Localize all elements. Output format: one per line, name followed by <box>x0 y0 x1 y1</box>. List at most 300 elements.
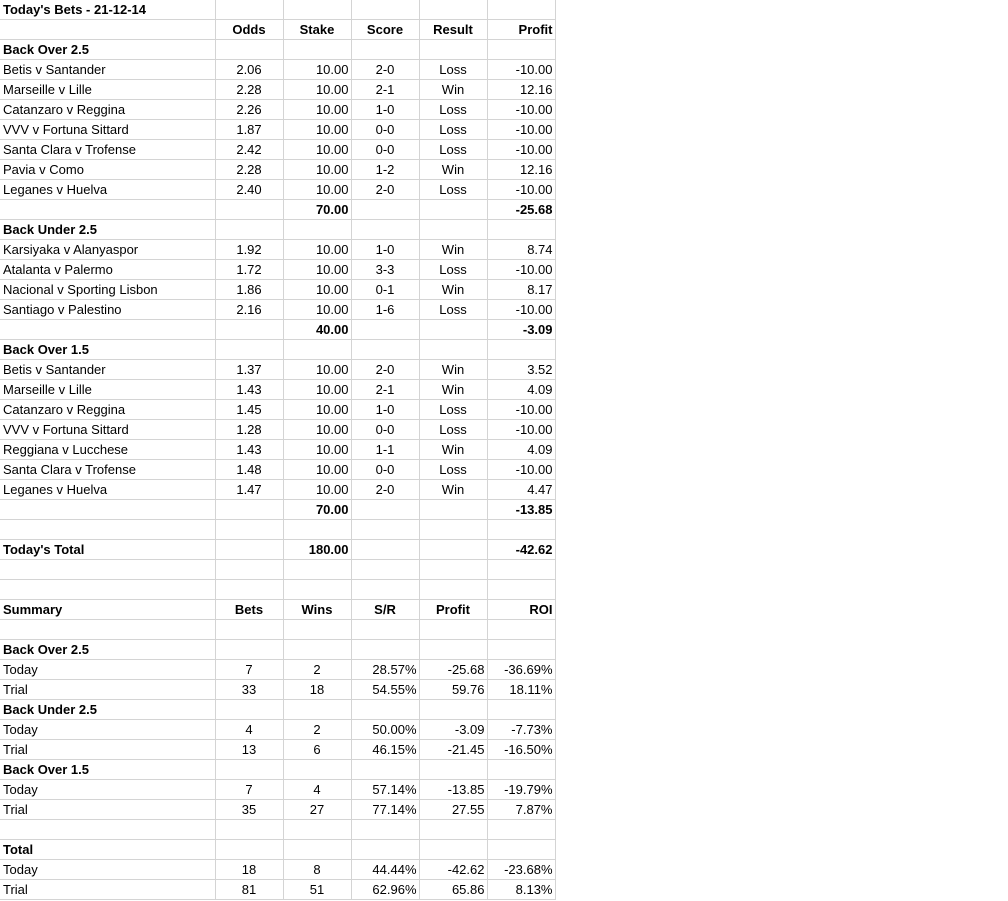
empty-cell[interactable] <box>487 0 555 20</box>
summary-strike-rate[interactable]: 62.96% <box>351 880 419 900</box>
score-cell[interactable]: 0-0 <box>351 140 419 160</box>
summary-bets[interactable]: 7 <box>215 780 283 800</box>
summary-group-row <box>0 700 555 720</box>
summary-header-profit[interactable]: Profit <box>419 600 487 620</box>
summary-wins[interactable]: 51 <box>283 880 351 900</box>
empty-cell[interactable] <box>215 200 283 220</box>
section-heading[interactable]: Back Under 2.5 <box>0 220 215 240</box>
match-name[interactable]: Nacional v Sporting Lisbon <box>0 280 215 300</box>
summary-row <box>0 720 555 740</box>
summary-bets[interactable]: 4 <box>215 720 283 740</box>
result-cell[interactable]: Loss <box>419 120 487 140</box>
empty-cell[interactable] <box>419 540 487 560</box>
empty-cell[interactable] <box>419 620 487 640</box>
header-score[interactable]: Score <box>351 20 419 40</box>
match-name[interactable]: Pavia v Como <box>0 160 215 180</box>
stake-cell[interactable]: 10.00 <box>283 480 351 500</box>
match-name[interactable]: Betis v Santander <box>0 360 215 380</box>
profit-cell[interactable]: -10.00 <box>487 140 555 160</box>
summary-profit[interactable]: -13.85 <box>419 780 487 800</box>
empty-cell[interactable] <box>215 840 283 860</box>
summary-bets[interactable]: 18 <box>215 860 283 880</box>
profit-cell[interactable]: -10.00 <box>487 180 555 200</box>
section-total-profit[interactable]: -3.09 <box>487 320 555 340</box>
match-name[interactable]: Karsiyaka v Alanyaspor <box>0 240 215 260</box>
profit-cell[interactable]: 8.74 <box>487 240 555 260</box>
score-cell[interactable]: 1-6 <box>351 300 419 320</box>
empty-cell[interactable] <box>351 40 419 60</box>
header-stake[interactable]: Stake <box>283 20 351 40</box>
empty-cell[interactable] <box>0 200 215 220</box>
section-total-stake[interactable]: 40.00 <box>283 320 351 340</box>
summary-roi[interactable]: -23.68% <box>487 860 555 880</box>
empty-cell[interactable] <box>351 820 419 840</box>
result-cell[interactable]: Loss <box>419 400 487 420</box>
empty-cell[interactable] <box>419 640 487 660</box>
match-name[interactable]: Marseille v Lille <box>0 80 215 100</box>
empty-cell[interactable] <box>419 500 487 520</box>
summary-header-strike-rate[interactable]: S/R <box>351 600 419 620</box>
profit-cell[interactable]: 12.16 <box>487 80 555 100</box>
stake-cell[interactable]: 10.00 <box>283 280 351 300</box>
empty-cell[interactable] <box>487 620 555 640</box>
odds-cell[interactable]: 1.87 <box>215 120 283 140</box>
summary-strike-rate[interactable]: 77.14% <box>351 800 419 820</box>
profit-cell[interactable]: 4.09 <box>487 440 555 460</box>
result-cell[interactable]: Win <box>419 480 487 500</box>
summary-wins[interactable]: 2 <box>283 660 351 680</box>
empty-cell[interactable] <box>351 320 419 340</box>
result-cell[interactable]: Win <box>419 80 487 100</box>
empty-cell[interactable] <box>215 560 283 580</box>
summary-row <box>0 860 555 880</box>
section-heading[interactable]: Back Over 2.5 <box>0 40 215 60</box>
odds-cell[interactable]: 1.86 <box>215 280 283 300</box>
profit-cell[interactable]: -10.00 <box>487 460 555 480</box>
blank-row <box>0 580 555 600</box>
empty-cell[interactable] <box>351 520 419 540</box>
profit-cell[interactable]: 8.17 <box>487 280 555 300</box>
summary-header-bets[interactable]: Bets <box>215 600 283 620</box>
result-cell[interactable]: Win <box>419 440 487 460</box>
match-name[interactable]: Marseille v Lille <box>0 380 215 400</box>
empty-cell[interactable] <box>0 520 215 540</box>
empty-cell[interactable] <box>0 20 215 40</box>
empty-cell[interactable] <box>283 580 351 600</box>
summary-bets[interactable]: 81 <box>215 880 283 900</box>
empty-cell[interactable] <box>487 40 555 60</box>
summary-profit[interactable]: 59.76 <box>419 680 487 700</box>
empty-cell[interactable] <box>419 340 487 360</box>
grand-total-stake[interactable]: 180.00 <box>283 540 351 560</box>
bet-row <box>0 400 555 420</box>
summary-profit[interactable]: -42.62 <box>419 860 487 880</box>
empty-cell[interactable] <box>351 840 419 860</box>
summary-period[interactable]: Today <box>0 660 215 680</box>
summary-row <box>0 880 555 900</box>
summary-profit[interactable]: 65.86 <box>419 880 487 900</box>
empty-cell[interactable] <box>351 220 419 240</box>
empty-cell[interactable] <box>215 620 283 640</box>
empty-cell[interactable] <box>419 200 487 220</box>
header-result[interactable]: Result <box>419 20 487 40</box>
summary-wins[interactable]: 27 <box>283 800 351 820</box>
empty-cell[interactable] <box>0 320 215 340</box>
match-name[interactable]: Reggiana v Lucchese <box>0 440 215 460</box>
empty-cell[interactable] <box>215 520 283 540</box>
summary-period[interactable]: Trial <box>0 740 215 760</box>
empty-cell[interactable] <box>0 500 215 520</box>
grand-total-profit[interactable]: -42.62 <box>487 540 555 560</box>
empty-cell[interactable] <box>351 500 419 520</box>
header-odds[interactable]: Odds <box>215 20 283 40</box>
empty-cell[interactable] <box>487 340 555 360</box>
summary-title[interactable]: Summary <box>0 600 215 620</box>
summary-period[interactable]: Trial <box>0 880 215 900</box>
empty-cell[interactable] <box>283 0 351 20</box>
bet-row <box>0 80 555 100</box>
summary-group-heading[interactable]: Back Under 2.5 <box>0 700 215 720</box>
result-cell[interactable]: Loss <box>419 100 487 120</box>
result-cell[interactable]: Loss <box>419 180 487 200</box>
empty-cell[interactable] <box>0 620 215 640</box>
summary-period[interactable]: Today <box>0 780 215 800</box>
empty-cell[interactable] <box>351 200 419 220</box>
odds-cell[interactable]: 2.28 <box>215 80 283 100</box>
result-cell[interactable]: Loss <box>419 60 487 80</box>
score-cell[interactable]: 1-0 <box>351 100 419 120</box>
summary-profit[interactable]: -3.09 <box>419 720 487 740</box>
odds-cell[interactable]: 2.16 <box>215 300 283 320</box>
score-cell[interactable]: 0-0 <box>351 120 419 140</box>
title-row <box>0 0 555 20</box>
match-name[interactable]: VVV v Fortuna Sittard <box>0 120 215 140</box>
stake-cell[interactable]: 10.00 <box>283 360 351 380</box>
empty-cell[interactable] <box>419 560 487 580</box>
match-name[interactable]: Santiago v Palestino <box>0 300 215 320</box>
profit-cell[interactable]: 4.47 <box>487 480 555 500</box>
match-name[interactable]: Betis v Santander <box>0 60 215 80</box>
stake-cell[interactable]: 10.00 <box>283 60 351 80</box>
score-cell[interactable]: 3-3 <box>351 260 419 280</box>
empty-cell[interactable] <box>419 820 487 840</box>
summary-wins[interactable]: 8 <box>283 860 351 880</box>
match-name[interactable]: Catanzaro v Reggina <box>0 100 215 120</box>
empty-cell[interactable] <box>215 820 283 840</box>
odds-cell[interactable]: 2.28 <box>215 160 283 180</box>
odds-cell[interactable]: 1.37 <box>215 360 283 380</box>
empty-cell[interactable] <box>351 640 419 660</box>
summary-group-row <box>0 760 555 780</box>
result-cell[interactable]: Win <box>419 240 487 260</box>
stake-cell[interactable]: 10.00 <box>283 100 351 120</box>
stake-cell[interactable]: 10.00 <box>283 80 351 100</box>
empty-cell[interactable] <box>283 520 351 540</box>
empty-cell[interactable] <box>283 560 351 580</box>
summary-wins[interactable]: 4 <box>283 780 351 800</box>
odds-cell[interactable]: 1.47 <box>215 480 283 500</box>
bet-row <box>0 240 555 260</box>
summary-period[interactable]: Trial <box>0 800 215 820</box>
summary-roi[interactable]: -7.73% <box>487 720 555 740</box>
empty-cell[interactable] <box>487 520 555 540</box>
summary-row <box>0 660 555 680</box>
profit-cell[interactable]: -10.00 <box>487 420 555 440</box>
summary-total-heading-row <box>0 840 555 860</box>
empty-cell[interactable] <box>419 320 487 340</box>
bet-row <box>0 480 555 500</box>
empty-cell[interactable] <box>351 560 419 580</box>
odds-cell[interactable]: 1.43 <box>215 440 283 460</box>
empty-cell[interactable] <box>487 840 555 860</box>
result-cell[interactable]: Win <box>419 160 487 180</box>
summary-row <box>0 800 555 820</box>
empty-cell[interactable] <box>215 320 283 340</box>
bet-row <box>0 140 555 160</box>
empty-cell[interactable] <box>283 700 351 720</box>
summary-header-row <box>0 600 555 620</box>
stake-cell[interactable]: 10.00 <box>283 140 351 160</box>
grand-total-label[interactable]: Today's Total <box>0 540 215 560</box>
stake-cell[interactable]: 10.00 <box>283 400 351 420</box>
stake-cell[interactable]: 10.00 <box>283 440 351 460</box>
summary-bets[interactable]: 7 <box>215 660 283 680</box>
stake-cell[interactable]: 10.00 <box>283 240 351 260</box>
result-cell[interactable]: Loss <box>419 260 487 280</box>
profit-cell[interactable]: 4.09 <box>487 380 555 400</box>
profit-cell[interactable]: 12.16 <box>487 160 555 180</box>
blank-row <box>0 620 555 640</box>
odds-cell[interactable]: 1.92 <box>215 240 283 260</box>
stake-cell[interactable]: 10.00 <box>283 160 351 180</box>
score-cell[interactable]: 1-0 <box>351 240 419 260</box>
empty-cell[interactable] <box>215 0 283 20</box>
summary-group-heading[interactable]: Back Over 1.5 <box>0 760 215 780</box>
bet-row <box>0 180 555 200</box>
result-cell[interactable]: Win <box>419 380 487 400</box>
summary-roi[interactable]: 8.13% <box>487 880 555 900</box>
section-total-stake[interactable]: 70.00 <box>283 500 351 520</box>
section-total-row <box>0 500 555 520</box>
summary-roi[interactable]: -16.50% <box>487 740 555 760</box>
score-cell[interactable]: 2-1 <box>351 80 419 100</box>
summary-total-heading[interactable]: Total <box>0 840 215 860</box>
profit-cell[interactable]: -10.00 <box>487 120 555 140</box>
empty-cell[interactable] <box>215 640 283 660</box>
profit-cell[interactable]: -10.00 <box>487 60 555 80</box>
summary-profit[interactable]: -25.68 <box>419 660 487 680</box>
empty-cell[interactable] <box>419 0 487 20</box>
summary-bets[interactable]: 13 <box>215 740 283 760</box>
match-name[interactable]: Leganes v Huelva <box>0 180 215 200</box>
result-cell[interactable]: Loss <box>419 300 487 320</box>
summary-group-heading[interactable]: Back Over 2.5 <box>0 640 215 660</box>
empty-cell[interactable] <box>351 340 419 360</box>
odds-cell[interactable]: 2.26 <box>215 100 283 120</box>
summary-wins[interactable]: 6 <box>283 740 351 760</box>
result-cell[interactable]: Loss <box>419 420 487 440</box>
summary-strike-rate[interactable]: 50.00% <box>351 720 419 740</box>
empty-cell[interactable] <box>419 760 487 780</box>
match-name[interactable]: VVV v Fortuna Sittard <box>0 420 215 440</box>
summary-roi[interactable]: -36.69% <box>487 660 555 680</box>
empty-cell[interactable] <box>419 520 487 540</box>
summary-roi[interactable]: 7.87% <box>487 800 555 820</box>
empty-cell[interactable] <box>215 540 283 560</box>
summary-bets[interactable]: 33 <box>215 680 283 700</box>
stake-cell[interactable]: 10.00 <box>283 120 351 140</box>
empty-cell[interactable] <box>487 700 555 720</box>
summary-period[interactable]: Today <box>0 720 215 740</box>
odds-cell[interactable]: 2.06 <box>215 60 283 80</box>
summary-row <box>0 680 555 700</box>
score-cell[interactable]: 0-0 <box>351 460 419 480</box>
stake-cell[interactable]: 10.00 <box>283 260 351 280</box>
score-cell[interactable]: 1-1 <box>351 440 419 460</box>
score-cell[interactable]: 2-1 <box>351 380 419 400</box>
summary-roi[interactable]: -19.79% <box>487 780 555 800</box>
odds-cell[interactable]: 1.45 <box>215 400 283 420</box>
empty-cell[interactable] <box>0 580 215 600</box>
section-total-stake[interactable]: 70.00 <box>283 200 351 220</box>
empty-cell[interactable] <box>487 560 555 580</box>
match-name[interactable]: Leganes v Huelva <box>0 480 215 500</box>
empty-cell[interactable] <box>283 40 351 60</box>
odds-cell[interactable]: 1.28 <box>215 420 283 440</box>
empty-cell[interactable] <box>419 700 487 720</box>
empty-cell[interactable] <box>215 760 283 780</box>
summary-bets[interactable]: 35 <box>215 800 283 820</box>
empty-cell[interactable] <box>283 840 351 860</box>
summary-header-wins[interactable]: Wins <box>283 600 351 620</box>
section-total-row <box>0 320 555 340</box>
empty-cell[interactable] <box>283 820 351 840</box>
summary-group-row <box>0 640 555 660</box>
section-total-profit[interactable]: -25.68 <box>487 200 555 220</box>
empty-cell[interactable] <box>351 620 419 640</box>
empty-cell[interactable] <box>351 700 419 720</box>
bet-row <box>0 300 555 320</box>
result-cell[interactable]: Win <box>419 360 487 380</box>
summary-strike-rate[interactable]: 44.44% <box>351 860 419 880</box>
section-heading-row <box>0 220 555 240</box>
bet-row <box>0 420 555 440</box>
empty-cell[interactable] <box>487 820 555 840</box>
profit-cell[interactable]: -10.00 <box>487 300 555 320</box>
empty-cell[interactable] <box>283 640 351 660</box>
result-cell[interactable]: Win <box>419 280 487 300</box>
score-cell[interactable]: 1-0 <box>351 400 419 420</box>
empty-cell[interactable] <box>215 700 283 720</box>
result-cell[interactable]: Loss <box>419 460 487 480</box>
match-name[interactable]: Santa Clara v Trofense <box>0 460 215 480</box>
header-profit[interactable]: Profit <box>487 20 555 40</box>
odds-cell[interactable]: 1.48 <box>215 460 283 480</box>
empty-cell[interactable] <box>487 220 555 240</box>
summary-header-roi[interactable]: ROI <box>487 600 555 620</box>
summary-period[interactable]: Trial <box>0 680 215 700</box>
empty-cell[interactable] <box>215 580 283 600</box>
profit-cell[interactable]: 3.52 <box>487 360 555 380</box>
summary-strike-rate[interactable]: 57.14% <box>351 780 419 800</box>
empty-cell[interactable] <box>215 220 283 240</box>
empty-cell[interactable] <box>215 340 283 360</box>
summary-profit[interactable]: 27.55 <box>419 800 487 820</box>
bet-row <box>0 440 555 460</box>
stake-cell[interactable]: 10.00 <box>283 380 351 400</box>
match-name[interactable]: Atalanta v Palermo <box>0 260 215 280</box>
section-heading-row <box>0 340 555 360</box>
result-cell[interactable]: Loss <box>419 140 487 160</box>
stake-cell[interactable]: 10.00 <box>283 300 351 320</box>
summary-strike-rate[interactable]: 54.55% <box>351 680 419 700</box>
odds-cell[interactable]: 2.40 <box>215 180 283 200</box>
stake-cell[interactable]: 10.00 <box>283 420 351 440</box>
summary-wins[interactable]: 2 <box>283 720 351 740</box>
empty-cell[interactable] <box>487 580 555 600</box>
score-cell[interactable]: 1-2 <box>351 160 419 180</box>
summary-strike-rate[interactable]: 28.57% <box>351 660 419 680</box>
empty-cell[interactable] <box>215 40 283 60</box>
profit-cell[interactable]: -10.00 <box>487 400 555 420</box>
summary-wins[interactable]: 18 <box>283 680 351 700</box>
profit-cell[interactable]: -10.00 <box>487 260 555 280</box>
score-cell[interactable]: 2-0 <box>351 60 419 80</box>
odds-cell[interactable]: 1.43 <box>215 380 283 400</box>
stake-cell[interactable]: 10.00 <box>283 180 351 200</box>
score-cell[interactable]: 2-0 <box>351 180 419 200</box>
summary-row <box>0 740 555 760</box>
empty-cell[interactable] <box>283 220 351 240</box>
score-cell[interactable]: 2-0 <box>351 360 419 380</box>
empty-cell[interactable] <box>283 620 351 640</box>
summary-period[interactable]: Today <box>0 860 215 880</box>
section-total-profit[interactable]: -13.85 <box>487 500 555 520</box>
score-cell[interactable]: 0-0 <box>351 420 419 440</box>
section-heading[interactable]: Back Over 1.5 <box>0 340 215 360</box>
empty-cell[interactable] <box>487 640 555 660</box>
bet-row <box>0 280 555 300</box>
empty-cell[interactable] <box>351 0 419 20</box>
summary-roi[interactable]: 18.11% <box>487 680 555 700</box>
empty-cell[interactable] <box>0 820 215 840</box>
empty-cell[interactable] <box>419 220 487 240</box>
match-name[interactable]: Santa Clara v Trofense <box>0 140 215 160</box>
stake-cell[interactable]: 10.00 <box>283 460 351 480</box>
sheet-title[interactable]: Today's Bets - 21-12-14 <box>0 0 215 20</box>
empty-cell[interactable] <box>351 760 419 780</box>
odds-cell[interactable]: 2.42 <box>215 140 283 160</box>
empty-cell[interactable] <box>283 340 351 360</box>
bet-row <box>0 360 555 380</box>
empty-cell[interactable] <box>283 760 351 780</box>
summary-strike-rate[interactable]: 46.15% <box>351 740 419 760</box>
score-cell[interactable]: 2-0 <box>351 480 419 500</box>
empty-cell[interactable] <box>419 580 487 600</box>
empty-cell[interactable] <box>215 500 283 520</box>
match-name[interactable]: Catanzaro v Reggina <box>0 400 215 420</box>
profit-cell[interactable]: -10.00 <box>487 100 555 120</box>
empty-cell[interactable] <box>351 540 419 560</box>
score-cell[interactable]: 0-1 <box>351 280 419 300</box>
empty-cell[interactable] <box>351 580 419 600</box>
empty-cell[interactable] <box>419 840 487 860</box>
odds-cell[interactable]: 1.72 <box>215 260 283 280</box>
empty-cell[interactable] <box>0 560 215 580</box>
empty-cell[interactable] <box>487 760 555 780</box>
empty-cell[interactable] <box>419 40 487 60</box>
summary-profit[interactable]: -21.45 <box>419 740 487 760</box>
